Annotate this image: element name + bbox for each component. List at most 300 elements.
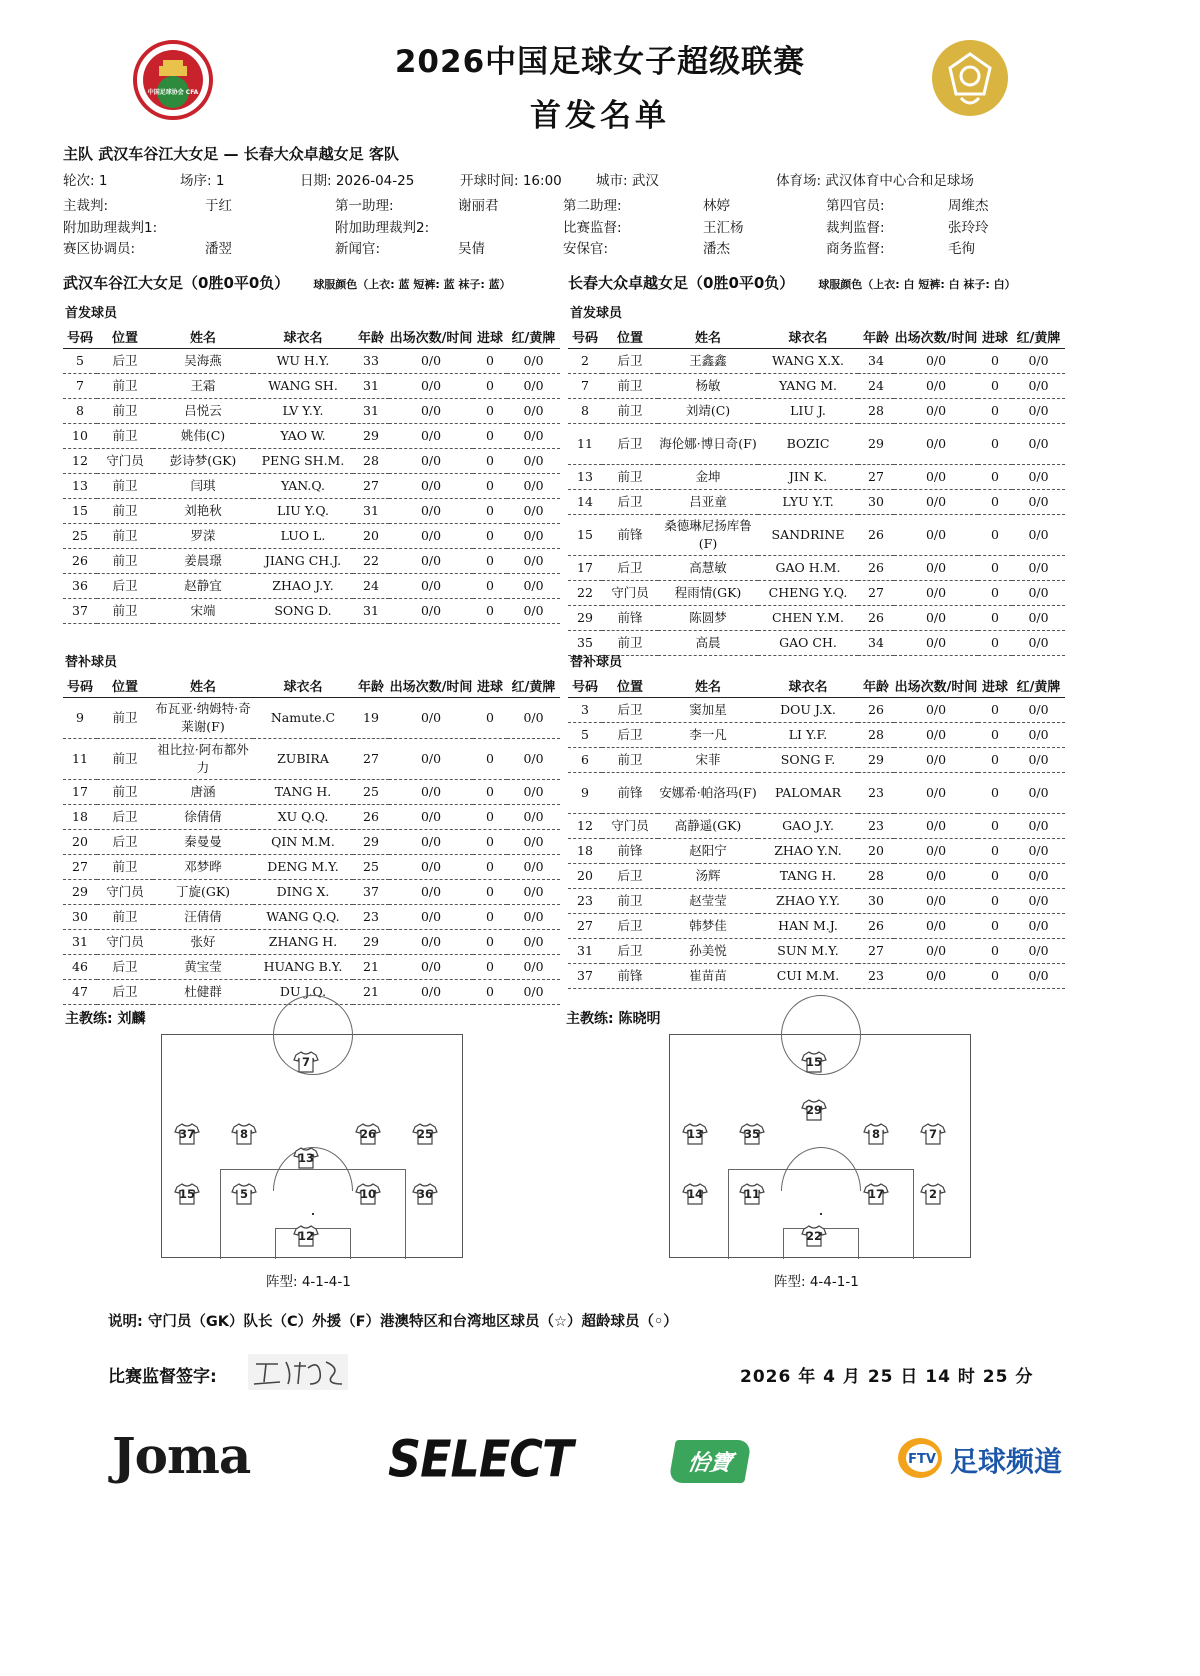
- shirt-number: 15: [178, 1187, 195, 1201]
- player-cards: 0/0: [507, 980, 560, 1005]
- player-appearances: 0/0: [894, 349, 978, 374]
- player-cards: 0/0: [507, 855, 560, 880]
- player-number: 31: [63, 930, 97, 955]
- player-name: 黄宝莹: [153, 955, 253, 980]
- player-cards: 0/0: [507, 698, 560, 739]
- player-number: 46: [63, 955, 97, 980]
- column-header: 球衣名: [253, 673, 353, 698]
- player-row: [568, 349, 1065, 374]
- official-label: 商务监督:: [826, 241, 885, 257]
- player-row: [63, 930, 560, 955]
- player-age: 23: [858, 814, 894, 839]
- player-cards: 0/0: [1012, 465, 1065, 490]
- player-position: 守门员: [97, 449, 153, 474]
- player-number: 12: [63, 449, 97, 474]
- player-cards: 0/0: [507, 880, 560, 905]
- player-age: 29: [353, 930, 389, 955]
- player-shirt-name: JIANG CH.J.: [253, 549, 353, 574]
- player-position: 后卫: [602, 556, 658, 581]
- player-appearances: 0/0: [894, 490, 978, 515]
- column-header: 出场次数/时间: [389, 324, 473, 349]
- shirt-number: 7: [301, 1055, 310, 1069]
- player-number: 9: [568, 773, 602, 814]
- player-position: 前卫: [602, 631, 658, 656]
- player-goals: 0: [473, 880, 507, 905]
- player-age: 31: [353, 374, 389, 399]
- player-position: 前卫: [602, 465, 658, 490]
- round-info: 轮次: 1: [63, 173, 108, 189]
- player-position: 前卫: [97, 599, 153, 624]
- player-name: 王霜: [153, 374, 253, 399]
- player-cards: 0/0: [507, 424, 560, 449]
- player-appearances: 0/0: [894, 374, 978, 399]
- player-name: 陈圆梦: [658, 606, 758, 631]
- player-position: 前锋: [602, 515, 658, 556]
- player-row: [568, 374, 1065, 399]
- player-appearances: 0/0: [894, 773, 978, 814]
- player-age: 28: [858, 399, 894, 424]
- player-shirt-name: Namute.C: [253, 698, 353, 739]
- player-shirt-icon: [920, 1123, 946, 1145]
- player-appearances: 0/0: [389, 399, 473, 424]
- player-shirt-name: PALOMAR: [758, 773, 858, 814]
- player-age: 33: [353, 349, 389, 374]
- player-position: 前卫: [97, 780, 153, 805]
- player-shirt-name: WU H.Y.: [253, 349, 353, 374]
- player-row: [568, 939, 1065, 964]
- official-label: 附加助理裁判1:: [63, 220, 158, 236]
- player-shirt-name: DENG M.Y.: [253, 855, 353, 880]
- shirt-number: 12: [297, 1229, 314, 1243]
- player-cards: 0/0: [1012, 889, 1065, 914]
- player-appearances: 0/0: [389, 449, 473, 474]
- player-shirt-icon: [863, 1123, 889, 1145]
- player-position: 前锋: [602, 606, 658, 631]
- player-position: 前卫: [97, 374, 153, 399]
- player-cards: 0/0: [1012, 581, 1065, 606]
- home-kit-colors: 球服颜色（上衣: 蓝 短裤: 蓝 袜子: 蓝）: [313, 278, 511, 291]
- player-shirt-name: ZUBIRA: [253, 739, 353, 780]
- player-appearances: 0/0: [389, 980, 473, 1005]
- player-row: [63, 524, 560, 549]
- player-shirt-name: SUN M.Y.: [758, 939, 858, 964]
- player-age: 22: [353, 549, 389, 574]
- player-shirt-name: ZHAO Y.Y.: [758, 889, 858, 914]
- player-position: 后卫: [97, 830, 153, 855]
- official-name: 王汇杨: [703, 220, 744, 236]
- player-name: 汤辉: [658, 864, 758, 889]
- player-shirt-name: LV Y.Y.: [253, 399, 353, 424]
- player-shirt-icon: [293, 1051, 319, 1073]
- player-number: 8: [568, 399, 602, 424]
- column-header: 姓名: [658, 324, 758, 349]
- legend-note: 说明: 守门员（GK）队长（C）外援（F）港澳特区和台湾地区球员（☆）超龄球员（◦）: [108, 1314, 678, 1330]
- player-goals: 0: [473, 399, 507, 424]
- player-position: 前锋: [602, 839, 658, 864]
- away-team-header: [568, 272, 1016, 293]
- player-name: 彭诗梦(GK): [153, 449, 253, 474]
- player-number: 10: [63, 424, 97, 449]
- player-position: 前卫: [97, 855, 153, 880]
- player-position: 后卫: [602, 698, 658, 723]
- player-name: 王鑫鑫: [658, 349, 758, 374]
- column-header: 号码: [568, 324, 602, 349]
- select-logo: SELECT: [388, 1429, 573, 1489]
- player-shirt-name: GAO H.M.: [758, 556, 858, 581]
- player-goals: 0: [978, 374, 1012, 399]
- player-goals: 0: [978, 814, 1012, 839]
- signature-scribble: [248, 1354, 348, 1390]
- player-age: 25: [353, 780, 389, 805]
- match-date: 日期: 2026-04-25: [300, 173, 415, 189]
- player-appearances: 0/0: [389, 955, 473, 980]
- player-appearances: 0/0: [894, 839, 978, 864]
- stadium: 体育场: 武汉体育中心合和足球场: [776, 173, 974, 189]
- player-number: 3: [568, 698, 602, 723]
- shirt-number: 36: [416, 1187, 433, 1201]
- player-shirt-name: YAO W.: [253, 424, 353, 449]
- shirt-number: 26: [359, 1127, 376, 1141]
- player-age: 27: [353, 739, 389, 780]
- player-goals: 0: [473, 524, 507, 549]
- player-row: [63, 549, 560, 574]
- player-name: 吴海燕: [153, 349, 253, 374]
- player-age: 37: [353, 880, 389, 905]
- player-number: 8: [63, 399, 97, 424]
- player-cards: 0/0: [1012, 631, 1065, 656]
- player-row: [63, 805, 560, 830]
- player-row: [568, 748, 1065, 773]
- player-row: [63, 855, 560, 880]
- player-goals: 0: [978, 424, 1012, 465]
- column-header: 年龄: [858, 673, 894, 698]
- player-cards: 0/0: [507, 349, 560, 374]
- player-cards: 0/0: [507, 955, 560, 980]
- player-row: [568, 723, 1065, 748]
- player-name: 唐涵: [153, 780, 253, 805]
- player-goals: 0: [473, 805, 507, 830]
- player-name: 赵静宜: [153, 574, 253, 599]
- player-goals: 0: [473, 549, 507, 574]
- player-position: 守门员: [97, 880, 153, 905]
- page-subtitle: 首发名单: [530, 98, 670, 134]
- player-shirt-name: LIU Y.Q.: [253, 499, 353, 524]
- shirt-number: 35: [743, 1127, 760, 1141]
- official-name: 谢丽君: [458, 198, 499, 214]
- player-shirt-icon: [293, 1225, 319, 1247]
- home-coach: 主教练: 刘麟: [65, 1011, 146, 1027]
- official-name: 潘翌: [205, 241, 232, 257]
- player-cards: 0/0: [507, 739, 560, 780]
- player-appearances: 0/0: [894, 939, 978, 964]
- player-appearances: 0/0: [389, 739, 473, 780]
- joma-logo: Joma: [112, 1426, 251, 1485]
- away-coach: 主教练: 陈晓明: [566, 1011, 661, 1027]
- official-name: 吴倩: [458, 241, 485, 257]
- player-name: 吕悦云: [153, 399, 253, 424]
- player-name: 高静遥(GK): [658, 814, 758, 839]
- player-goals: 0: [473, 349, 507, 374]
- player-row: [568, 631, 1065, 656]
- shirt-number: 10: [359, 1187, 376, 1201]
- column-header: 出场次数/时间: [389, 673, 473, 698]
- player-shirt-name: SANDRINE: [758, 515, 858, 556]
- player-number: 22: [568, 581, 602, 606]
- away-starters-table: [568, 324, 1065, 656]
- player-row: [568, 698, 1065, 723]
- player-cards: 0/0: [507, 374, 560, 399]
- player-number: 27: [568, 914, 602, 939]
- home-subs-label: 替补球员: [65, 655, 118, 670]
- player-age: 31: [353, 399, 389, 424]
- player-age: 23: [858, 773, 894, 814]
- player-name: 李一凡: [658, 723, 758, 748]
- player-goals: 0: [473, 830, 507, 855]
- player-position: 后卫: [602, 723, 658, 748]
- shirt-number: 8: [871, 1127, 880, 1141]
- player-shirt-icon: [863, 1183, 889, 1205]
- home-formation-pitch: [161, 1034, 463, 1258]
- player-position: 后卫: [97, 574, 153, 599]
- player-shirt-icon: [739, 1123, 765, 1145]
- player-cards: 0/0: [1012, 556, 1065, 581]
- player-shirt-icon: [682, 1183, 708, 1205]
- player-goals: 0: [978, 914, 1012, 939]
- player-name: 姜晨璟: [153, 549, 253, 574]
- column-header: 位置: [97, 324, 153, 349]
- player-goals: 0: [473, 739, 507, 780]
- player-number: 9: [63, 698, 97, 739]
- player-row: [63, 905, 560, 930]
- player-goals: 0: [473, 905, 507, 930]
- player-row: [568, 424, 1065, 465]
- player-number: 47: [63, 980, 97, 1005]
- football-channel-text: 足球频道: [950, 1445, 1063, 1478]
- player-cards: 0/0: [1012, 698, 1065, 723]
- column-header: 年龄: [858, 324, 894, 349]
- player-row: [568, 889, 1065, 914]
- shirt-number: 11: [743, 1187, 760, 1201]
- player-shirt-icon: [293, 1147, 319, 1169]
- player-row: [568, 581, 1065, 606]
- player-age: 20: [858, 839, 894, 864]
- player-appearances: 0/0: [389, 599, 473, 624]
- player-row: [568, 914, 1065, 939]
- home-formation: 阵型: 4-1-4-1: [266, 1274, 351, 1290]
- column-header: 出场次数/时间: [894, 324, 978, 349]
- player-name: 高晨: [658, 631, 758, 656]
- player-name: 汪倩倩: [153, 905, 253, 930]
- column-header: 球衣名: [253, 324, 353, 349]
- player-goals: 0: [473, 499, 507, 524]
- player-number: 17: [63, 780, 97, 805]
- official-label: 第一助理:: [335, 198, 394, 214]
- player-name: 刘艳秋: [153, 499, 253, 524]
- match-number: 场序: 1: [180, 173, 225, 189]
- player-age: 27: [858, 465, 894, 490]
- home-subs-table: [63, 673, 560, 1005]
- page-title: 2026中国足球女子超级联赛: [394, 44, 806, 80]
- shirt-number: 5: [239, 1187, 248, 1201]
- player-goals: 0: [978, 631, 1012, 656]
- player-shirt-name: CHENG Y.Q.: [758, 581, 858, 606]
- player-shirt-name: QIN M.M.: [253, 830, 353, 855]
- player-number: 18: [63, 805, 97, 830]
- player-shirt-name: WANG Q.Q.: [253, 905, 353, 930]
- player-goals: 0: [473, 449, 507, 474]
- player-name: 杜健群: [153, 980, 253, 1005]
- player-age: 26: [858, 606, 894, 631]
- player-goals: 0: [978, 939, 1012, 964]
- column-header: 球衣名: [758, 324, 858, 349]
- player-shirt-name: DING X.: [253, 880, 353, 905]
- column-header: 号码: [568, 673, 602, 698]
- shirt-number: 22: [805, 1229, 822, 1243]
- player-number: 25: [63, 524, 97, 549]
- player-position: 后卫: [602, 939, 658, 964]
- player-position: 前卫: [97, 399, 153, 424]
- player-number: 6: [568, 748, 602, 773]
- player-row: [568, 839, 1065, 864]
- player-goals: 0: [978, 864, 1012, 889]
- player-name: 秦曼曼: [153, 830, 253, 855]
- player-shirt-icon: [355, 1183, 381, 1205]
- player-goals: 0: [473, 955, 507, 980]
- player-cards: 0/0: [1012, 349, 1065, 374]
- player-number: 35: [568, 631, 602, 656]
- player-name: 宋菲: [658, 748, 758, 773]
- player-shirt-name: BOZIC: [758, 424, 858, 465]
- player-row: [568, 964, 1065, 989]
- player-name: 海伦娜·博日奇(F): [658, 424, 758, 465]
- player-goals: 0: [473, 424, 507, 449]
- away-team-name: 长春大众卓越女足（0胜0平0负）: [568, 274, 795, 292]
- player-number: 15: [63, 499, 97, 524]
- column-header: 红/黄牌: [1012, 324, 1065, 349]
- player-shirt-name: SONG D.: [253, 599, 353, 624]
- player-shirt-name: TANG H.: [758, 864, 858, 889]
- player-position: 守门员: [97, 930, 153, 955]
- player-appearances: 0/0: [894, 515, 978, 556]
- player-cards: 0/0: [507, 449, 560, 474]
- player-goals: 0: [978, 349, 1012, 374]
- player-goals: 0: [473, 980, 507, 1005]
- player-name: 赵莹莹: [658, 889, 758, 914]
- player-shirt-name: ZHAO Y.N.: [758, 839, 858, 864]
- column-header: 红/黄牌: [507, 673, 560, 698]
- player-age: 27: [353, 474, 389, 499]
- column-header: 姓名: [153, 673, 253, 698]
- column-header: 进球: [473, 673, 507, 698]
- player-cards: 0/0: [1012, 814, 1065, 839]
- player-shirt-icon: [174, 1123, 200, 1145]
- svg-text:FTV: FTV: [908, 1452, 936, 1467]
- official-label: 附加助理裁判2:: [335, 220, 430, 236]
- column-header: 红/黄牌: [1012, 673, 1065, 698]
- player-shirt-name: HUANG B.Y.: [253, 955, 353, 980]
- player-row: [568, 556, 1065, 581]
- player-appearances: 0/0: [389, 830, 473, 855]
- player-shirt-name: CHEN Y.M.: [758, 606, 858, 631]
- player-position: 后卫: [602, 914, 658, 939]
- player-shirt-name: LYU Y.T.: [758, 490, 858, 515]
- official-name: 毛徇: [948, 241, 975, 257]
- player-cards: 0/0: [507, 905, 560, 930]
- player-number: 13: [568, 465, 602, 490]
- player-appearances: 0/0: [894, 465, 978, 490]
- player-number: 23: [568, 889, 602, 914]
- player-position: 后卫: [602, 490, 658, 515]
- player-shirt-name: HAN M.J.: [758, 914, 858, 939]
- player-age: 19: [353, 698, 389, 739]
- player-shirt-name: YAN.Q.: [253, 474, 353, 499]
- player-number: 37: [63, 599, 97, 624]
- player-shirt-icon: [231, 1183, 257, 1205]
- player-age: 25: [353, 855, 389, 880]
- column-header: 红/黄牌: [507, 324, 560, 349]
- player-age: 24: [858, 374, 894, 399]
- player-goals: 0: [978, 515, 1012, 556]
- player-shirt-name: ZHAO J.Y.: [253, 574, 353, 599]
- player-name: 吕亚童: [658, 490, 758, 515]
- player-appearances: 0/0: [389, 805, 473, 830]
- player-goals: 0: [473, 599, 507, 624]
- shirt-number: 15: [805, 1055, 822, 1069]
- player-position: 前卫: [97, 474, 153, 499]
- column-header: 年龄: [353, 673, 389, 698]
- player-appearances: 0/0: [894, 723, 978, 748]
- player-name: 徐倩倩: [153, 805, 253, 830]
- player-name: 程雨情(GK): [658, 581, 758, 606]
- player-number: 2: [568, 349, 602, 374]
- player-row: [63, 399, 560, 424]
- player-cards: 0/0: [507, 805, 560, 830]
- player-age: 21: [353, 955, 389, 980]
- column-header: 年龄: [353, 324, 389, 349]
- player-row: [63, 499, 560, 524]
- player-shirt-name: TANG H.: [253, 780, 353, 805]
- player-number: 26: [63, 549, 97, 574]
- player-goals: 0: [473, 374, 507, 399]
- player-shirt-icon: [412, 1183, 438, 1205]
- column-header: 位置: [602, 324, 658, 349]
- player-position: 后卫: [97, 349, 153, 374]
- signature-label: 比赛监督签字:: [108, 1367, 217, 1387]
- player-shirt-name: SONG F.: [758, 748, 858, 773]
- player-appearances: 0/0: [894, 964, 978, 989]
- player-appearances: 0/0: [389, 698, 473, 739]
- player-age: 29: [353, 424, 389, 449]
- away-subs-table: [568, 673, 1065, 989]
- player-goals: 0: [978, 556, 1012, 581]
- player-cards: 0/0: [1012, 839, 1065, 864]
- player-age: 26: [858, 698, 894, 723]
- player-appearances: 0/0: [389, 424, 473, 449]
- player-position: 前卫: [602, 748, 658, 773]
- player-goals: 0: [473, 780, 507, 805]
- player-number: 12: [568, 814, 602, 839]
- player-age: 28: [858, 723, 894, 748]
- player-cards: 0/0: [1012, 424, 1065, 465]
- player-position: 前卫: [602, 399, 658, 424]
- player-number: 11: [568, 424, 602, 465]
- player-position: 前卫: [97, 905, 153, 930]
- player-age: 21: [353, 980, 389, 1005]
- player-row: [568, 606, 1065, 631]
- player-row: [63, 599, 560, 624]
- player-shirt-name: DOU J.X.: [758, 698, 858, 723]
- player-cards: 0/0: [1012, 723, 1065, 748]
